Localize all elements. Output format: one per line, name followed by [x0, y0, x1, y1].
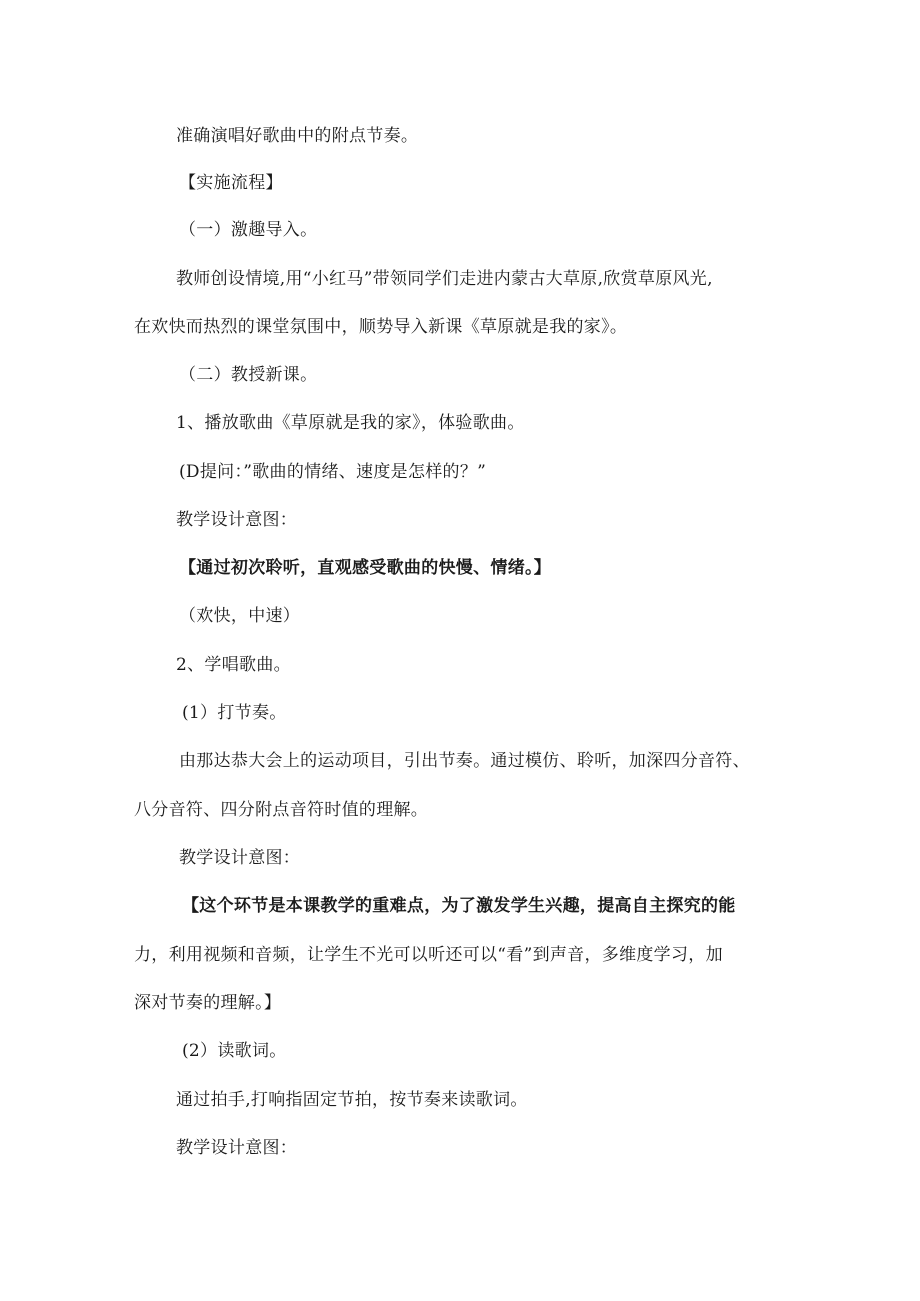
text-line-answer: （欢快，中速）	[179, 606, 301, 626]
text-line-rhythm-2: 八分音符、四分附点音符时值的理解。	[134, 800, 429, 820]
text-line-intent-2-c: 深对节奏的理解。】	[134, 993, 282, 1013]
subheading-intro: （一）激趣导入。	[179, 220, 318, 240]
label-design-intent-2: 教学设计意图：	[179, 848, 301, 868]
subheading-lyrics: (2）读歌词。	[182, 1041, 287, 1061]
text-line-question: (D提问：”歌曲的情绪、速度是怎样的？”	[179, 462, 487, 482]
label-design-intent-3: 教学设计意图：	[176, 1138, 298, 1158]
text-line-rhythm-1: 由那达恭大会上的运动项目，引出节奏。通过模仿、聆听，加深四分音符、	[179, 751, 750, 771]
text-line-intro-2: 在欢快而热烈的课堂氛围中，顺势导入新课《草原就是我的家》。	[134, 317, 628, 337]
section-heading-implementation: 【实施流程】	[179, 173, 283, 193]
text-line-intent-1: 【通过初次聆听，直观感受歌曲的快慢、情绪。】	[179, 558, 552, 578]
text-line-lyrics: 通过拍手,打响指固定节拍，按节奏来读歌词。	[176, 1090, 528, 1110]
subheading-rhythm: (1）打节奏。	[182, 703, 287, 723]
text-line-intent-2-a: 【这个环节是本课教学的重难点，为了激发学生兴趣，提高自主探究的能	[182, 896, 736, 916]
text-line-step-2: 2、学唱歌曲。	[176, 655, 291, 675]
label-design-intent-1: 教学设计意图：	[176, 510, 298, 530]
text-line-step-1: 1、播放歌曲《草原就是我的家》，体验歌曲。	[176, 413, 525, 433]
subheading-new-lesson: （二）教授新课。	[179, 365, 318, 385]
text-line-intent-2-b: 力，利用视频和音频，让学生不光可以听还可以“看”到声音，多维度学习，加	[134, 945, 723, 965]
text-line-rhythm: 准确演唱好歌曲中的附点节奏。	[176, 126, 419, 146]
text-line-intro-1: 教师创设情境,用“小红马”带领同学们走进内蒙古大草原,欣赏草原风光,	[176, 269, 713, 289]
